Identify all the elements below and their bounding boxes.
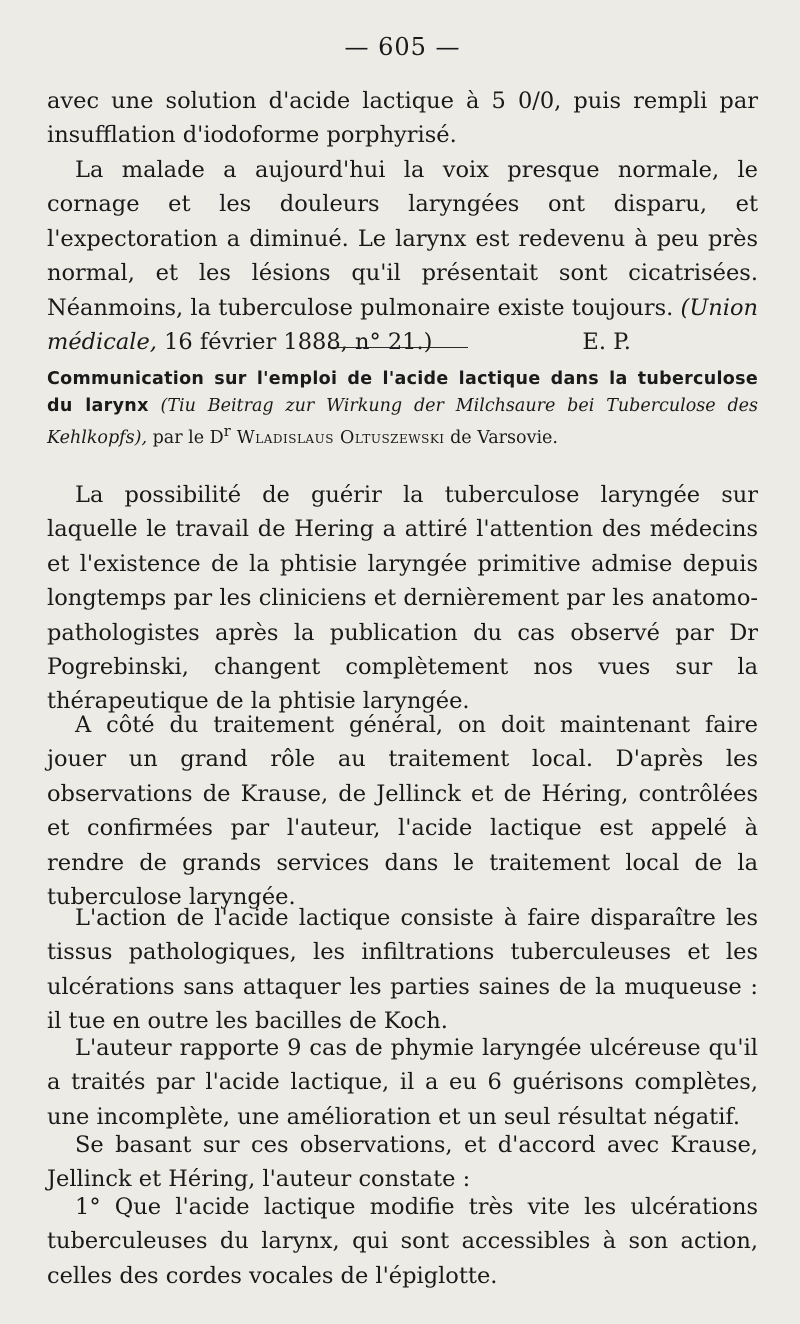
heading-by-sup: r [223,423,231,440]
citation-date: 16 février 1888, n° 21.) [156,329,433,356]
citation-journal: (Union médicale, [47,294,759,356]
author-signature: E. P. [582,329,631,356]
paragraph-body: La possibilité de guérir la tuberculose laryngée sur laquelle le travail de Hering a attiré l'attention des médecins et l'existence de la phtisie laryngée primitive admise depuis longtemps par les cliniciens et dernièrement par les anatomo-pathologistes après la publication du cas observé par Dr Pogrebinski, changent complètement nos vues sur la thérapeutique de la phtisie laryngée. [47,482,758,715]
paragraph-continued [47,84,758,153]
paragraph-body: A côté du traitement général, on doit maintenant faire jouer un grand rôle au traitement local. D'après les observations de Krause, de Jellinck et de Héring, contrôlées et confirmées par l'auteur, l'acide lactique est appelé à rendre de grands services dans le traitement local de la tuberculose laryngée. [47,712,758,911]
section-divider [47,347,758,349]
heading-original-title: (Tiu Beitrag zur Wirkung der Milchsaure bei Tuberculose des Kehlkopfs), [47,395,758,448]
paragraph-body: 1° Que l'acide lactique modifie très vite les ulcérations tuberculeuses du larynx, qui sont accessibles à son action, celles des cordes vocales de l'épiglotte. [47,1194,758,1289]
paragraph-text: avec une solution d'acide lactique à 5 0/0, puis rempli par insufflation d'iodoforme porphyrisé. [47,88,758,149]
paragraph-body: Se basant sur ces observations, et d'accord avec Krause, Jellinck et Héring, l'auteur constate : [47,1132,758,1193]
heading-title: Communication sur l'emploi de l'acide lactique dans la tuberculose du larynx [47,369,758,416]
paragraph-text: La malade a aujourd'hui la voix presque normale, le cornage et les douleurs laryngées ont disparu, et l'expectoration a diminué. Le larynx est redevenu à peu près normal, et les lésions qu'il présentait sont cicatrisées. Néanmoins, la tuberculose pulmonaire existe toujours. [47,157,758,321]
heading-by: par le D [147,427,224,448]
heading-author: Wladislaus Oltuszewski [230,427,445,448]
page-number: — 605 — [344,33,461,61]
section-heading [47,366,758,451]
paragraph-case-summary [47,153,758,359]
paragraph-body: L'action de l'acide lactique consiste à faire disparaître les tissus pathologiques, les infiltrations tuberculeuses et les ulcérations sans attaquer les parties saines de la muqueuse : il tue en outre les bacilles de Koch. [47,905,758,1035]
heading-place: de Varsovie. [444,427,558,448]
paragraph-body: L'auteur rapporte 9 cas de phymie laryngée ulcéreuse qu'il a traités par l'acide lactique, il a eu 6 guérisons complètes, une incomplète, une amélioration et un seul résultat négatif. [47,1035,758,1130]
